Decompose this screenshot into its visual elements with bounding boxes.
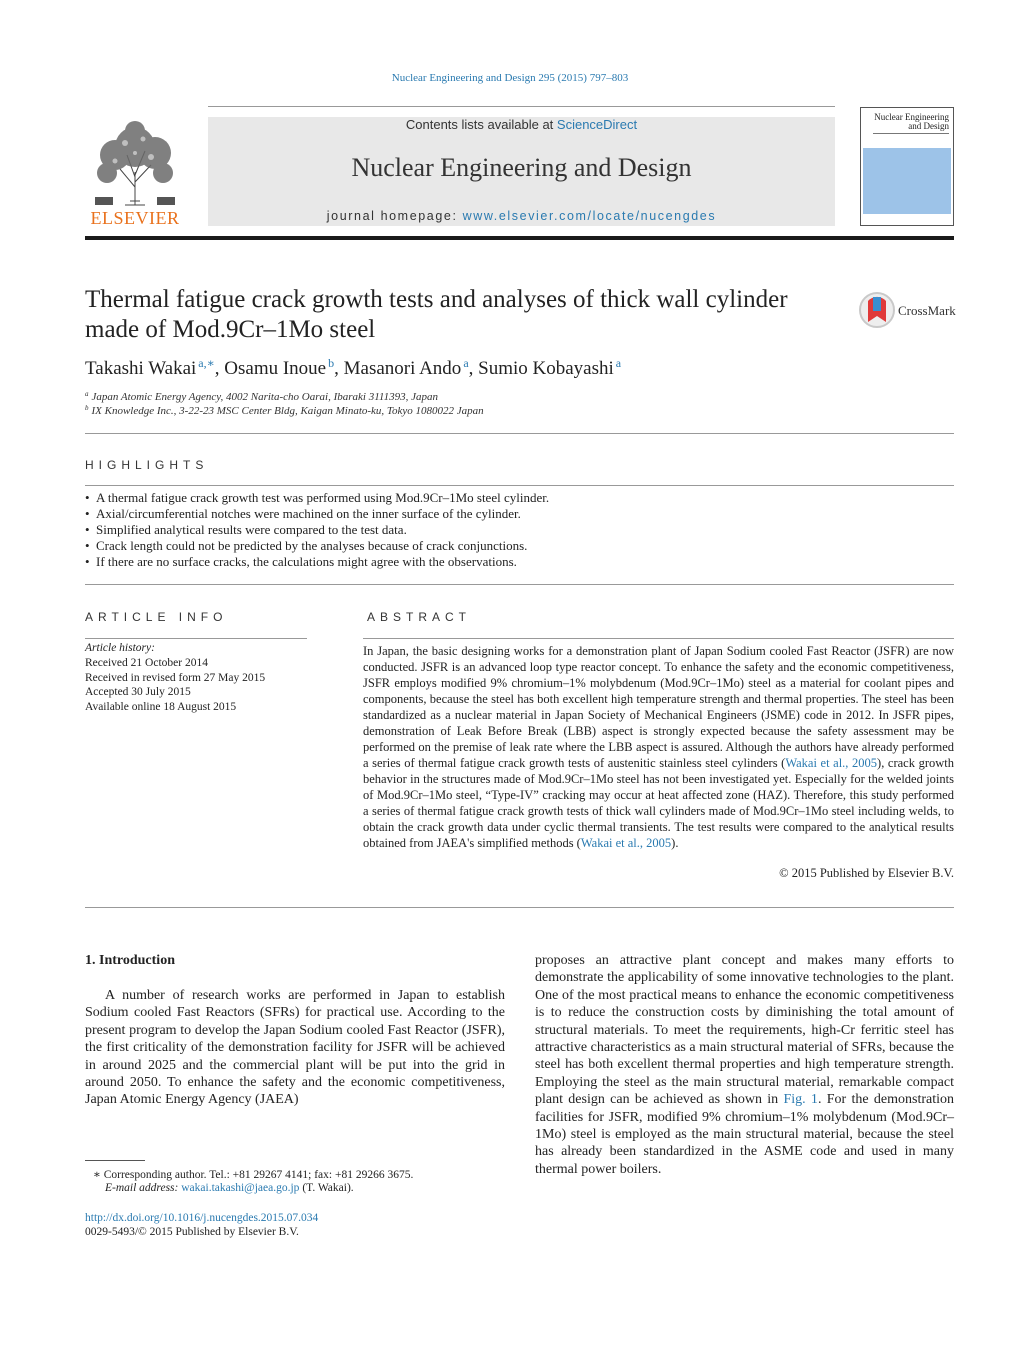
figure-link[interactable]: Fig. 1 [783,1092,818,1108]
divider [85,584,954,585]
cover-title: Nuclear Engineering and Design [874,112,949,131]
author-affiliation-marker[interactable]: a,∗ [198,356,215,370]
author-list [85,356,785,380]
author-name: Osamu Inoue [224,358,327,379]
header-rule [85,236,954,240]
abstract-part: In Japan, the basic designing works for a demonstration plant of Japan Sodium cooled Fast Reactor (JSFR) are now conducted. JSFR is an advanced loop type reactor concept. To enhance the safety and the economic competitiveness, JSFR employs modified 9% chromium–1% molybdenum (Mod.9Cr–1Mo) steel as a material for coolant pipes and components, because the steel has both excellent high temperature strength and thermal properties. The steel has been standardized as a nuclear material in Japan Society of Mechanical Engineers (JSME) code in 2012. In JSFR pipes, demonstration of Leak Before Break (LBB) aspect is strongly expected because the safety assessment may be performed on the premise of leak rate where the LBB aspect is assured. Although the authors have already performed a series of thermal fatigue crack growth tests of austenitic stainless steel cylinders ( [363,644,954,770]
sciencedirect-link[interactable]: ScienceDirect [556,117,638,132]
highlight-item: • Crack length could not be predicted by the analyses because of crack conjunctions. [85,538,954,554]
journal-citation[interactable]: Nuclear Engineering and Design 295 (2015) 797–803 [391,72,629,84]
history-revised: Received in revised form 27 May 2015 [85,671,266,684]
author-name: Takashi Wakai [85,358,197,379]
divider [85,907,954,908]
article-info-heading: ARTICLE INFO [85,610,228,624]
homepage-link[interactable]: www.elsevier.com/locate/nucengdes [462,209,717,223]
email-label: E-mail address: [105,1182,182,1194]
corresponding-author-footnote: ∗ Corresponding author. Tel.: +81 29267 4141; fax: +81 29266 3675. [93,1169,414,1181]
elsevier-wordmark: ELSEVIER [90,208,180,228]
history-received: Received 21 October 2014 [85,657,208,669]
reference-link[interactable]: Wakai et al., 2005 [785,756,878,770]
affiliation [85,404,484,417]
abstract-part: ). [671,836,679,850]
contents-line [208,117,835,132]
affiliation [85,390,438,403]
author-affiliation-marker[interactable]: a [463,356,469,370]
history-accepted: Accepted 30 July 2015 [85,686,191,698]
email-footnote [105,1182,354,1194]
body-text: . For the demonstration facilities for JSFR, modified 9% chromium–1% molybdenum (Mod.9Cr–1Mo) steel is employed as the main structural material, because the steel has already been standardized in the ASME code and used in many thermal power boilers. [535,1092,954,1177]
highlight-item: • Simplified analytical results were compared to the test data. [85,522,954,538]
abstract-heading: ABSTRACT [367,610,472,624]
abstract-part: ), crack growth behavior in the structures made of Mod.9Cr–1Mo steel has not been investigated yet. Especially for the welded joints of Mod.9Cr–1Mo steel, “Type-IV” cracking may occur at heat affected zone (HAZ). Therefore, this study performed a series of thermal fatigue crack growth tests of thick wall cylinders made of Mod.9Cr–1Mo steel including welds, to obtain the crack growth data under cyclic thermal transients. The test results were compared to the analytical results obtained from JAEA's simplified methods ( [363,756,954,850]
affiliation-marker: a [85,390,89,398]
abstract-text [363,643,954,851]
author-name: Sumio Kobayashi [478,358,614,379]
author-separator: , [334,358,344,379]
article-title: Thermal fatigue crack growth tests and analyses of thick wall cylinder made of Mod.9Cr–1Mo steel [85,286,788,343]
email-suffix: (T. Wakai). [299,1182,354,1194]
body-text: proposes an attractive plant concept and makes many efforts to demonstrate the applicability of some innovative technologies to the plant. One of the most practical means to enhance the economic competitiveness is to reduce the construction costs by diminishing the total amount of structural materials. To meet the requirements, high-Cr ferritic steel has attractive characteristics as a main structural material of SFRs, because the steel has both excellent thermal properties and high temperature strength. Employing the steel as the main structural material, remarkable compact plant design can be achieved as shown in [535,953,954,1108]
affiliation-marker: b [85,404,89,412]
homepage-line [208,209,835,223]
author-name: Masanori Ando [343,358,462,379]
highlights-heading: HIGHLIGHTS [85,458,209,472]
crossmark-label[interactable]: CrossMark [898,303,956,318]
issn-line: 0029-5493/© 2015 Published by Elsevier B.V. [85,1226,299,1238]
contents-prefix: Contents lists available at [405,117,557,132]
section-heading-introduction: 1. Introduction [85,953,175,968]
author-separator: , [214,358,225,379]
highlight-item: • If there are no surface cracks, the calculations might agree with the observations. [85,554,954,570]
affiliation-text: Japan Atomic Energy Agency, 4002 Narita-cho Oarai, Ibaraki 3111393, Japan [91,391,438,403]
introduction-column-2 [535,952,954,1178]
email-link[interactable]: wakai.takashi@jaea.go.jp [181,1182,300,1194]
highlights-list [85,490,954,570]
article-info-rule [85,638,307,639]
history-online: Available online 18 August 2015 [85,700,237,713]
doi-link[interactable]: http://dx.doi.org/10.1016/j.nucengdes.2015.07.034 [85,1212,319,1224]
author-separator: , [468,358,479,379]
abstract-copyright: © 2015 Published by Elsevier B.V. [779,866,954,880]
affiliation-text: IX Knowledge Inc., 3-22-23 MSC Center Bldg, Kaigan Minato-ku, Tokyo 1080022 Japan [91,405,484,417]
divider [85,433,954,434]
homepage-prefix: journal homepage: [326,209,463,223]
footnote-rule [85,1160,145,1161]
journal-title: Nuclear Engineering and Design [351,153,692,182]
top-rule [208,106,835,107]
cover-image [863,148,951,214]
abstract-rule [363,638,954,639]
article-history-label: Article history: [85,642,155,654]
author-affiliation-marker[interactable]: a [615,356,622,370]
cover-subtitle-line [873,133,949,135]
divider [85,485,954,486]
journal-cover-thumbnail [860,107,954,226]
highlight-item: • A thermal fatigue crack growth test was performed using Mod.9Cr–1Mo steel cylinder. [85,490,954,506]
introduction-column-1: A number of research works are performed in Japan to establish Sodium cooled Fast Reactors (SFRs) for practical use. According to the present program to develop the Japan Sodium cooled Fast Reactor (JSFR), the first criticality of the demonstration facility for JSFR will be achieved in around 2025 and the commercial plant will be put into the grid in around 2050. To enhance the safety and the economic competitiveness, Japan Atomic Energy Agency (JAEA) [85,988,505,1108]
highlight-item: • Axial/circumferential notches were machined on the inner surface of the cylinder. [85,506,954,522]
article-history [85,656,265,714]
reference-link[interactable]: Wakai et al., 2005 [580,836,672,850]
author-affiliation-marker[interactable]: b [328,356,335,370]
